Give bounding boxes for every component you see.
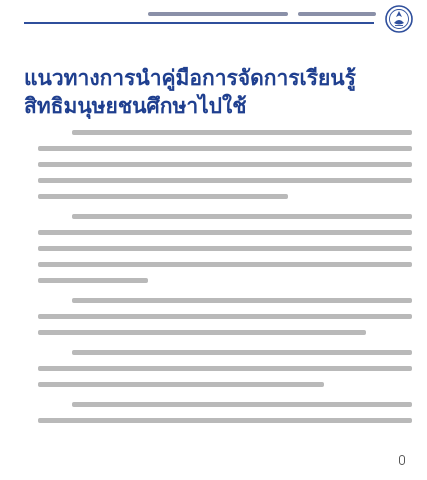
- body-text: [38, 130, 412, 420]
- text-line: [38, 178, 412, 183]
- text-line: [72, 298, 412, 303]
- page-number-glyph: [399, 455, 405, 465]
- text-line: [38, 246, 412, 251]
- text-line: [38, 230, 412, 235]
- text-line: [72, 402, 412, 407]
- text-line: [38, 194, 288, 199]
- page-number: [397, 454, 407, 466]
- text-line: [38, 278, 148, 283]
- running-header-text-line: [148, 12, 288, 16]
- text-line: [38, 418, 412, 423]
- obec-seal-icon: [384, 4, 414, 34]
- header-rule: [24, 22, 374, 24]
- text-line: [72, 130, 412, 135]
- text-line: [38, 382, 324, 387]
- text-line: [72, 214, 412, 219]
- chapter-title-line-1: แนวทางการนำคู่มือการจัดการเรียนรู้: [24, 66, 356, 90]
- text-line: [38, 330, 366, 335]
- running-header: [148, 8, 376, 20]
- text-line: [38, 162, 412, 167]
- running-header-text-line: [298, 12, 376, 16]
- text-line: [72, 350, 412, 355]
- chapter-title: [24, 64, 404, 120]
- text-line: [38, 314, 412, 319]
- text-line: [38, 146, 412, 151]
- chapter-title-line-2: สิทธิมนุษยชนศึกษาไปใช้: [24, 94, 247, 118]
- text-line: [38, 366, 412, 371]
- text-line: [38, 262, 412, 267]
